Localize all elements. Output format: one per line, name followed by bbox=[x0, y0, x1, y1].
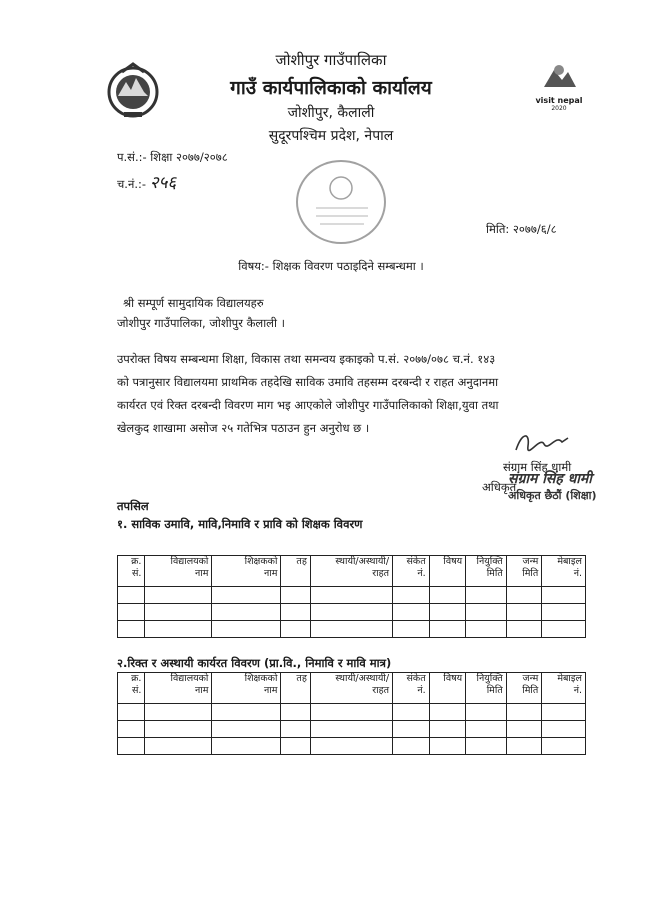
column-header: विषय bbox=[429, 556, 466, 587]
signature-scribble bbox=[512, 428, 572, 456]
header-municipality: जोशीपुर गाउँपालिका bbox=[275, 51, 387, 69]
header-address: जोशीपुर, कैलाली bbox=[287, 105, 375, 121]
header-office: गाउँ कार्यपालिकाको कार्यालय bbox=[230, 77, 432, 99]
section-2-title: २.रिक्त र अस्थायी कार्यरत विवरण (प्रा.वि., निमावि र मावि मात्र) bbox=[117, 656, 392, 670]
office-stamp bbox=[296, 160, 386, 244]
column-header: स्थायी/अस्थायी/ राहत bbox=[310, 556, 392, 587]
table-row bbox=[118, 587, 586, 604]
signatory-name: संग्राम सिंह धामी bbox=[503, 460, 572, 474]
column-header: नियुक्ति मिति bbox=[466, 673, 507, 704]
table-row bbox=[118, 604, 586, 621]
letter-date: मिति: २०७७/६/८ bbox=[486, 222, 557, 236]
column-header: विद्यालयको नाम bbox=[145, 673, 212, 704]
column-header: तह bbox=[281, 556, 310, 587]
body-line: को पत्रानुसार विद्यालयमा प्राथमिक तहदेखि साविक उमावि तहसम्म दरबन्दी र राहत अनुदानमा bbox=[117, 375, 499, 389]
column-header: मेबाइल नं. bbox=[542, 556, 586, 587]
patra-sankhya: प.सं.:- शिक्षा २०७७/२०७८ bbox=[117, 150, 228, 164]
column-header: विषय bbox=[429, 673, 466, 704]
body-line: कार्यरत एवं रिक्त दरबन्दी विवरण माग भइ आएकोले जोशीपुर गाउँपालिकाको शिक्षा,युवा तथा bbox=[117, 398, 499, 412]
column-header: तह bbox=[281, 673, 310, 704]
teacher-details-table bbox=[117, 555, 586, 638]
addressee-line-2: जोशीपुर गाउँपालिका, जोशीपुर कैलाली । bbox=[117, 316, 285, 330]
vacancy-details-table bbox=[117, 672, 586, 755]
table-row bbox=[118, 704, 586, 721]
subject-line: विषय:- शिक्षक विवरण पठाइदिने सम्बन्धमा । bbox=[238, 259, 424, 273]
stamp-title: अधिकृत छैठौं (शिक्षा) bbox=[508, 489, 597, 502]
column-header: स्थायी/अस्थायी/ राहत bbox=[310, 673, 392, 704]
column-header: संकेत नं. bbox=[393, 673, 430, 704]
body-paragraph bbox=[117, 348, 587, 440]
chalani-label: च.नं.:- bbox=[117, 177, 147, 191]
column-header: संकेत नं. bbox=[393, 556, 430, 587]
signatory-title: अधिकृत bbox=[482, 480, 517, 494]
column-header: जन्म मिति bbox=[506, 556, 542, 587]
table-row bbox=[118, 721, 586, 738]
body-line: उपरोक्त विषय सम्बन्धमा शिक्षा, विकास तथा समन्वय इकाइको प.सं. २०७७/०७८ च.नं. १४३ bbox=[117, 352, 496, 366]
table-header-row bbox=[118, 673, 586, 704]
column-header: शिक्षकको नाम bbox=[212, 556, 281, 587]
signatory-stamp bbox=[508, 470, 628, 504]
header-province: सुदूरपश्चिम प्रदेश, नेपाल bbox=[268, 128, 394, 144]
chalani-value: २५६ bbox=[149, 173, 177, 193]
column-header: शिक्षकको नाम bbox=[212, 673, 281, 704]
addressee-line-1: श्री सम्पूर्ण सामुदायिक विद्यालयहरु bbox=[123, 296, 264, 310]
column-header: नियुक्ति मिति bbox=[466, 556, 507, 587]
visit-nepal-logo: visit nepal 2020 bbox=[528, 62, 590, 114]
column-header: मेबाइल नं. bbox=[542, 673, 586, 704]
section-1-title: १. साविक उमावि, मावि,निमावि र प्रावि को शिक्षक विवरण bbox=[117, 517, 363, 531]
table-row bbox=[118, 621, 586, 638]
chalani-number bbox=[117, 170, 176, 193]
column-header: विद्यालयको नाम bbox=[145, 556, 212, 587]
table-row bbox=[118, 738, 586, 755]
tapasil-heading: तपसिल bbox=[117, 499, 149, 513]
body-line: खेलकुद शाखामा असोज २५ गतेभित्र पठाउन हुन अनुरोध छ । bbox=[117, 421, 370, 435]
column-header: क्र. सं. bbox=[118, 556, 145, 587]
table-header-row bbox=[118, 556, 586, 587]
stamp-name: संग्राम सिंह धामी bbox=[508, 471, 592, 487]
column-header: क्र. सं. bbox=[118, 673, 145, 704]
column-header: जन्म मिति bbox=[506, 673, 542, 704]
